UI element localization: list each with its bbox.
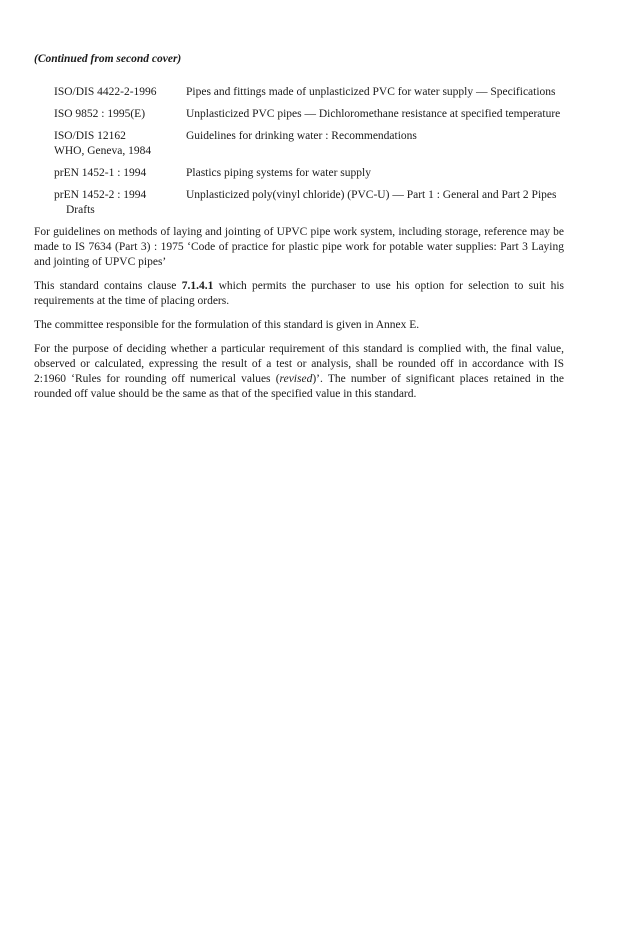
reference-code	[54, 166, 186, 181]
reference-title: Pipes and fittings made of unplasticized PVC for water supply — Specifications	[186, 86, 556, 98]
paragraph-text: This standard contains clause	[34, 280, 182, 292]
clause-reference: 7.1.4.1	[181, 280, 214, 292]
reference-code-line: prEN 1452-1 : 1994	[54, 167, 147, 179]
reference-title: Unplasticized poly(vinyl chloride) (PVC-U) — Part 1 : General and Part 2 Pipes	[186, 189, 557, 201]
reference-code-line: ISO 9852 : 1995(E)	[54, 108, 146, 120]
reference-code-line: WHO, Geneva, 1984	[54, 145, 152, 157]
continued-note: (Continued from second cover)	[34, 53, 182, 65]
paragraph-text: )’. The number of significant places retained in the rounded off value should be the same as that of the specified value in this standard.	[34, 373, 564, 400]
reference-code-line: ISO/DIS 12162	[54, 130, 126, 142]
reference-code	[54, 129, 186, 159]
reference-row	[54, 166, 564, 181]
paragraph-laying-guidelines: For guidelines on methods of laying and jointing of UPVC pipe work system, including storage, reference may be made to IS 7634 (Part 3) : 1975 ‘Code of practice for plastic pipe work for potable water supplies: Part 3 Laying and jointing of UPVC pipes’	[34, 226, 564, 268]
paragraph-rounding	[34, 342, 564, 402]
reference-code-line: prEN 1452-2 : 1994	[54, 189, 147, 201]
reference-row	[54, 188, 564, 218]
document-page	[34, 52, 564, 411]
reference-list	[54, 85, 564, 218]
reference-row	[54, 129, 564, 159]
revised-note: revised	[279, 373, 313, 385]
reference-code-line: ISO/DIS 4422-2-1996	[54, 86, 157, 98]
reference-row	[54, 85, 564, 100]
paragraph-committee: The committee responsible for the formulation of this standard is given in Annex E.	[34, 319, 420, 331]
reference-code	[54, 107, 186, 122]
reference-row	[54, 107, 564, 122]
reference-code	[54, 188, 186, 218]
paragraph-text: which permits the purchaser to use his option for selection to suit his requirements at the time of placing orders.	[34, 280, 564, 307]
paragraph-purchaser-option	[34, 279, 564, 309]
reference-title: Guidelines for drinking water : Recommendations	[186, 130, 417, 142]
reference-title: Unplasticized PVC pipes — Dichloromethane resistance at specified temperature	[186, 108, 561, 120]
reference-code-line: Drafts	[66, 204, 95, 216]
paragraph-text: For the purpose of deciding whether a particular requirement of this standard is complied with, the final value, observed or calculated, expressing the result of a test or analysis, shall be rounded off in accordance with IS 2:1960 ‘Rules for rounding off numerical values (	[34, 343, 564, 385]
reference-title: Plastics piping systems for water supply	[186, 167, 371, 179]
reference-code	[54, 85, 186, 100]
